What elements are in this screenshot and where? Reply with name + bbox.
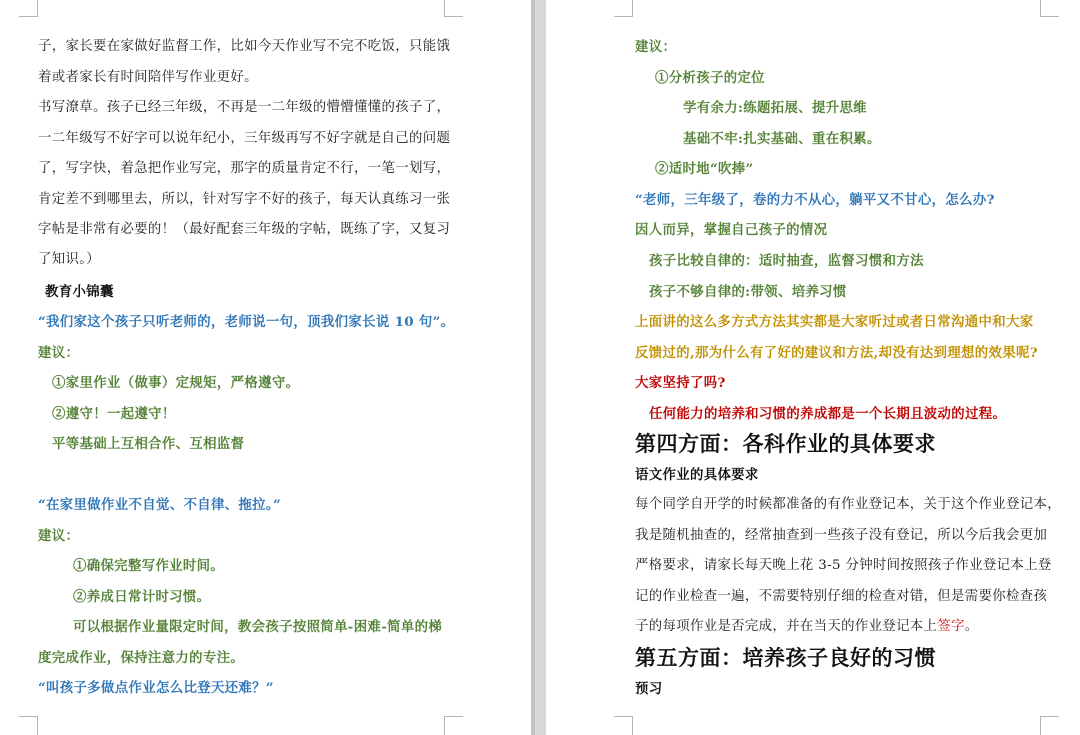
body-line: 字帖是非常有必要的！（最好配套三年级的字帖，既练了字，又复习 <box>38 222 451 237</box>
crop-mark-top-right <box>444 0 463 17</box>
advice-item: ②适时地“吹捧” <box>655 161 754 177</box>
tips-heading: 教育小锦囊 <box>45 284 114 300</box>
advice-item: ①分析孩子的定位 <box>655 70 765 86</box>
subsection-heading: 语文作业的具体要求 <box>635 467 759 483</box>
page-gutter-shadow <box>531 0 535 735</box>
body-line: 子，家长要在家做好监督工作，比如今天作业写不完不吃饭，只能饿 <box>38 39 451 54</box>
body-line: 记的作业检查一遍，不需要特别仔细的检查对错，但是需要你检查孩 <box>635 589 1048 604</box>
body-text-end: 。 <box>964 619 979 634</box>
summary-line: 上面讲的这么多方式方法其实都是大家听过或者日常沟通中和大家 <box>635 314 1034 330</box>
section-heading: 第四方面：各科作业的具体要求 <box>635 431 936 456</box>
advice-item: ②养成日常计时习惯。 <box>73 589 211 605</box>
body-line: 书写潦草。孩子已经三年级，不再是一二年级的懵懵懂懂的孩子了， <box>38 100 451 115</box>
body-line: 了，写字快，着急把作业写完，那字的质量肯定不行，一笔一划写， <box>38 161 451 176</box>
body-line: 了知识。） <box>38 252 101 267</box>
advice-label: 建议： <box>38 345 80 361</box>
advice-subitem: 学有余力:练题拓展、提升思维 <box>683 100 867 116</box>
crop-mark-bottom-right <box>1040 716 1059 735</box>
body-line: 每个同学自开学的时候都准备的有作业登记本，关于这个作业登记本， <box>635 497 1061 512</box>
body-line: 着或者家长有时间陪伴写作业更好。 <box>38 70 258 85</box>
body-line: 一二年级写不好字可以说年纪小，三年级再写不好字就是自己的问题 <box>38 131 451 146</box>
summary-line: 反馈过的,那为什么有了好的建议和方法,却没有达到理想的效果呢? <box>635 345 1038 361</box>
crop-mark-top-left <box>614 0 633 17</box>
advice-subitem: 基础不牢:扎实基础、重在积累。 <box>683 131 881 147</box>
advice-paragraph-line: 可以根据作业量限定时间，教会孩子按照简单-困难-简单的梯 <box>73 619 443 635</box>
document-page-right <box>546 0 1080 735</box>
crop-mark-bottom-left <box>614 716 633 735</box>
crop-mark-top-left <box>19 0 38 17</box>
parent-quote: “叫孩子多做点作业怎么比登天还难？” <box>38 680 274 696</box>
subsection-heading: 预习 <box>635 681 663 697</box>
crop-mark-bottom-right <box>444 716 463 735</box>
body-line: 严格要求，请家长每天晚上花 3-5 分钟时间按照孩子作业登记本上登 <box>635 558 1052 573</box>
parent-quote: “在家里做作业不自觉、不自律、拖拉。” <box>38 497 281 513</box>
advice-item: ②遵守！一起遵守！ <box>52 406 176 422</box>
crop-mark-top-right <box>1040 0 1059 17</box>
body-line <box>635 618 979 636</box>
advice-line: 因人而异，掌握自己孩子的情况 <box>635 222 828 238</box>
body-line: 我是随机抽查的，经常抽查到一些孩子没有登记，所以今后我会更加 <box>635 528 1048 543</box>
parent-quote: “老师，三年级了，卷的力不从心，躺平又不甘心，怎么办? <box>635 192 995 208</box>
section-heading: 第五方面：培养孩子良好的习惯 <box>635 645 936 670</box>
advice-line: 孩子比较自律的：适时抽查，监督习惯和方法 <box>649 253 924 269</box>
crop-mark-bottom-left <box>19 716 38 735</box>
advice-label: 建议： <box>635 39 677 55</box>
emphasis-line: 任何能力的培养和习惯的养成都是一个长期且波动的过程。 <box>649 406 1007 422</box>
advice-line: 孩子不够自律的:带领、培养习惯 <box>649 284 847 300</box>
advice-item: ①家里作业（做事）定规矩，严格遵守。 <box>52 375 300 391</box>
document-page-left <box>0 0 531 735</box>
advice-item: 平等基础上互相合作、互相监督 <box>52 436 245 452</box>
advice-item: ①确保完整写作业时间。 <box>73 558 225 574</box>
advice-paragraph-line: 度完成作业，保持注意力的专注。 <box>38 650 245 666</box>
signature-emphasis: 签字 <box>937 619 965 634</box>
parent-quote: “我们家这个孩子只听老师的，老师说一句，顶我们家长说 10 句”。 <box>38 314 455 330</box>
emphasis-line: 大家坚持了吗? <box>635 375 726 391</box>
advice-label: 建议： <box>38 528 80 544</box>
body-text: 子的每项作业是否完成，并在当天的作业登记本上 <box>635 619 938 634</box>
body-line: 肯定差不到哪里去，所以，针对写字不好的孩子，每天认真练习一张 <box>38 192 451 207</box>
